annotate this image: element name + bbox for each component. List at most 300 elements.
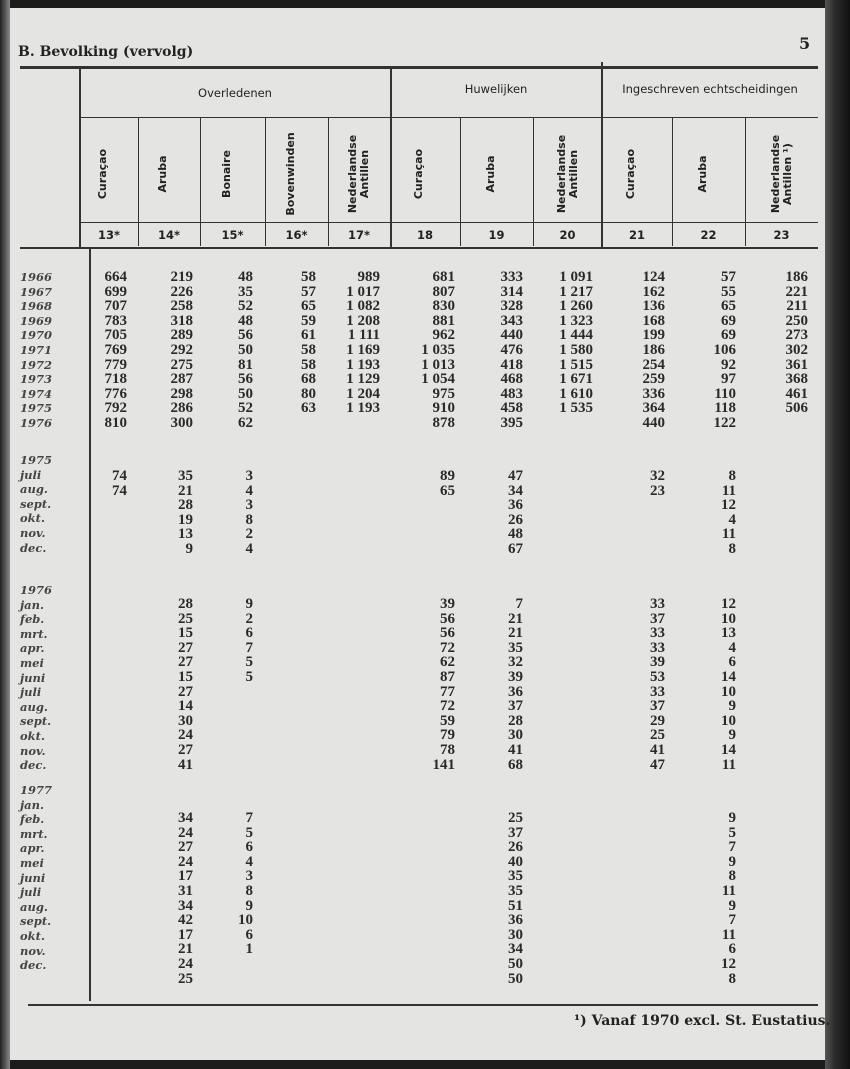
table-cell: 47 [650,756,665,773]
table-cell: 298 [170,385,193,402]
footnote: ¹) Vanaf 1970 excl. St. Eustatius. [574,1013,831,1029]
table-cell: 810 [104,415,127,431]
column-divider [200,118,201,246]
table-cell: 39 [508,669,523,685]
table-cell: 11 [721,482,736,499]
column-header: Aruba [483,155,497,193]
table-cell: 1 260 [559,298,593,315]
column-header: Aruba [695,155,709,193]
table-cell: 8 [728,541,736,557]
table-cell: 50 [508,956,523,972]
column-divider [460,118,461,246]
table-cell: 63 [301,400,316,417]
table-cell: 1 208 [346,312,380,329]
table-cell: 33 [650,625,665,642]
table-cell: 77 [440,683,455,700]
table-cell: 219 [170,269,193,285]
column-number: 23 [773,228,790,242]
table-cell: 1 013 [421,356,455,373]
column-number: 13* [97,228,121,242]
table-cell: 89 [440,468,455,484]
table-cell: 779 [104,356,127,373]
table-cell: 226 [170,283,193,300]
table-cell: 461 [785,385,808,402]
table-cell: 72 [440,639,455,656]
table-cell: 254 [642,356,665,373]
table-cell: 33 [650,683,665,700]
table-cell: 2 [245,610,253,627]
table-cell: 36 [508,683,523,700]
table-cell: 23 [650,482,665,499]
table-cell: 124 [642,269,665,285]
row-label-month: jan. [20,797,44,812]
table-cell: 975 [432,385,455,402]
row-label-month: juli [20,685,42,700]
table-cell: 34 [178,810,193,826]
column-number: 18 [416,228,433,242]
row-label-month: apr. [20,841,45,856]
table-cell: 27 [178,839,193,856]
table-cell: 368 [785,371,808,388]
table-cell: 699 [104,283,127,300]
row-label-month: sept. [20,714,52,729]
column-divider [328,118,329,246]
table-cell: 10 [721,610,736,627]
table-cell: 12 [721,497,736,514]
group-header-echtscheidingen: Ingeschreven echtscheidingen [622,82,798,96]
row-label-month: aug. [20,899,48,914]
table-cell: 792 [104,400,127,417]
table-cell: 8 [728,868,736,885]
table-cell: 25 [650,727,665,744]
row-label-month: apr. [20,641,45,656]
table-cell: 14 [721,669,736,685]
table-cell: 24 [178,727,193,744]
table-cell: 11 [721,926,736,943]
table-cell: 4 [245,482,253,499]
table-cell: 881 [432,312,455,329]
table-cell: 59 [440,712,455,729]
table-cell: 51 [508,897,523,914]
section-year-label: 1976 [20,583,53,597]
table-cell: 52 [238,298,253,315]
table-cell: 58 [301,269,316,285]
row-label-month: nov. [20,526,46,540]
table-cell: 1 017 [346,283,380,300]
row-label-year: 1970 [20,328,53,343]
table-cell: 34 [508,482,523,499]
table-cell: 25 [508,810,523,826]
table-cell: 19 [178,511,193,528]
row-label-year: 1969 [20,313,53,328]
table-cell: 110 [714,385,736,402]
table-cell: 69 [721,327,736,344]
row-label-month: sept. [20,914,52,929]
table-cell: 21 [508,625,523,642]
row-label-month: mei [20,856,44,870]
table-cell: 87 [440,669,455,685]
table-cell: 1 444 [559,327,593,344]
table-top-rule [20,66,818,69]
column-divider [672,118,673,246]
table-cell: 78 [440,742,455,758]
table-cell: 275 [170,356,193,373]
group-header-overledenen: Overledenen [198,86,272,100]
table-cell: 31 [178,883,193,899]
table-cell: 199 [642,327,665,344]
table-cell: 15 [178,669,193,685]
table-cell: 118 [714,400,736,417]
table-cell: 52 [238,400,253,417]
table-cell: 1 111 [347,327,380,344]
row-label-month: juni [20,670,46,685]
table-cell: 1 082 [346,298,380,315]
table-cell: 26 [508,511,523,528]
table-cell: 989 [357,269,380,285]
table-cell: 37 [508,824,523,841]
table-cell: 79 [440,727,455,744]
table-cell: 364 [642,400,665,417]
table-cell: 289 [170,327,193,344]
table-cell: 2 [245,526,253,543]
table-cell: 68 [508,756,523,773]
table-cell: 878 [432,415,455,431]
table-cell: 24 [178,853,193,870]
row-label-month: okt. [20,729,45,743]
table-cell: 69 [721,312,736,329]
book-binding-edge [0,0,10,1069]
table-cell: 9 [728,727,736,744]
table-cell: 783 [104,312,127,329]
table-cell: 9 [728,698,736,715]
table-cell: 61 [301,327,316,344]
table-cell: 11 [721,756,736,773]
table-cell: 1 323 [559,312,593,329]
table-cell: 17 [178,926,193,943]
table-cell: 74 [112,468,127,484]
table-cell: 74 [112,482,127,499]
column-number: 19 [488,228,505,242]
column-header: Curaçao [412,148,425,200]
table-cell: 47 [508,468,523,484]
column-header: Bovenwinden [283,132,297,216]
row-label-month: aug. [20,482,48,497]
row-label-month: okt. [20,929,45,943]
table-cell: 664 [104,269,127,285]
column-number: 15* [221,228,244,242]
table-cell: 41 [508,742,523,758]
table-cell: 24 [178,956,193,972]
row-label-month: dec. [20,540,47,555]
table-cell: 9 [245,596,253,612]
table-cell: 7 [245,639,253,656]
table-cell: 962 [432,327,455,344]
table-cell: 7 [245,810,253,826]
table-cell: 4 [728,511,736,528]
table-cell: 58 [301,342,316,358]
column-divider [138,118,139,246]
table-cell: 28 [178,497,193,514]
table-cell: 1 610 [559,385,593,402]
row-label-month: mei [20,656,44,670]
table-cell: 35 [508,868,523,885]
column-header: Curaçao [96,148,109,200]
page-number: 5 [799,34,811,53]
table-cell: 92 [721,356,736,373]
table-cell: 910 [432,400,455,417]
table-cell: 53 [650,669,665,685]
table-cell: 55 [721,283,736,300]
table-cell: 36 [508,912,523,929]
table-cell: 29 [650,712,665,729]
table-cell: 30 [508,727,523,744]
table-cell: 5 [245,824,253,841]
table-cell: 3 [245,468,253,484]
header-bottom-rule [20,247,818,249]
table-cell: 28 [508,712,523,729]
table-cell: 468 [500,371,523,388]
table-cell: 769 [104,342,127,358]
table-cell: 9 [728,897,736,914]
table-cell: 186 [785,269,808,285]
row-label-year: 1975 [20,401,53,416]
row-label-year: 1966 [20,270,53,284]
table-cell: 1 091 [559,269,593,285]
table-cell: 80 [301,385,316,402]
table-cell: 39 [650,654,665,671]
row-label-month: feb. [20,812,45,827]
table-cell: 162 [642,283,665,300]
table-cell: 21 [178,482,193,499]
table-cell: 39 [440,596,455,612]
table-cell: 4 [245,853,253,870]
table-cell: 32 [650,468,665,484]
table-cell: 62 [238,415,253,431]
row-label-month: dec. [20,958,47,973]
table-cell: 42 [178,912,193,929]
table-cell: 57 [721,269,736,285]
table-cell: 6 [245,926,253,943]
table-cell: 35 [238,283,253,300]
table-cell: 65 [440,482,455,499]
table-cell: 33 [650,596,665,612]
column-number: 14* [157,228,181,242]
table-cell: 395 [500,415,523,431]
table-cell: 211 [786,298,808,315]
table-cell: 221 [785,283,808,300]
row-label-month: mrt. [20,626,48,641]
table-cell: 35 [178,468,193,484]
table-cell: 35 [508,883,523,899]
table-cell: 776 [104,385,127,402]
table-cell: 10 [238,912,253,929]
table-cell: 48 [238,312,253,329]
table-cell: 37 [650,698,665,715]
table-cell: 26 [508,839,523,856]
table-cell: 11 [721,883,736,899]
table-cell: 1 217 [559,283,593,300]
column-number: 21 [628,228,645,242]
table-cell: 97 [721,371,736,388]
table-cell: 30 [178,712,193,729]
row-label-year: 1967 [20,284,53,299]
table-cell: 58 [301,356,316,373]
table-cell: 1 035 [421,342,455,358]
table-cell: 418 [500,356,523,373]
table-cell: 5 [245,654,253,671]
table-cell: 1 193 [346,356,380,373]
column-header: Bonaire [219,150,233,198]
row-label-year: 1973 [20,372,53,387]
table-cell: 440 [642,415,665,431]
row-label-year: 1974 [20,386,53,401]
table-cell: 141 [432,756,455,773]
table-cell: 35 [508,639,523,656]
table-cell: 106 [713,342,736,358]
column-number: 22 [700,228,717,242]
column-header: Nederlandse Antillen [346,134,371,214]
table-cell: 12 [721,596,736,612]
table-cell: 300 [170,415,193,431]
row-label-month: jan. [20,597,44,612]
table-cell: 7 [515,596,523,612]
table-cell: 476 [500,342,523,358]
row-label-month: juni [20,870,46,885]
table-cell: 5 [245,669,253,685]
table-cell: 1 580 [559,342,593,358]
table-cell: 32 [508,654,523,671]
row-label-month: dec. [20,758,47,773]
table-cell: 48 [238,269,253,285]
table-cell: 1 169 [346,342,380,358]
table-cell: 72 [440,698,455,715]
table-cell: 33 [650,639,665,656]
table-cell: 28 [178,596,193,612]
table-cell: 27 [178,639,193,656]
table-cell: 36 [508,497,523,514]
table-cell: 56 [238,371,253,388]
table-cell: 9 [728,853,736,870]
column-header: Nederlandse Antillen [554,134,580,214]
table-cell: 4 [245,541,253,557]
table-cell: 333 [500,269,523,285]
table-cell: 34 [178,897,193,914]
table-cell: 12 [721,956,736,972]
row-label-month: feb. [20,612,45,627]
table-cell: 136 [642,298,665,315]
table-cell: 6 [245,625,253,642]
table-cell: 37 [508,698,523,715]
table-cell: 27 [178,683,193,700]
row-label-month: sept. [20,496,52,511]
table-cell: 8 [728,468,736,484]
table-cell: 718 [104,371,127,388]
row-label-month: juli [20,885,42,900]
table-cell: 56 [440,610,455,627]
table-cell: 11 [721,526,736,543]
table-cell: 292 [170,342,193,358]
row-label-month: aug. [20,699,48,714]
row-label-month: juli [20,467,42,482]
row-label-year: 1976 [20,416,53,430]
table-cell: 1 129 [346,371,380,388]
table-cell: 27 [178,654,193,671]
table-cell: 287 [170,371,193,388]
group-header-huwelijken: Huwelijken [464,82,528,96]
table-cell: 8 [245,883,253,899]
row-label-year: 1971 [20,343,53,357]
table-cell: 807 [432,283,455,300]
table-cell: 25 [178,970,193,987]
table-cell: 483 [500,385,523,402]
table-bottom-rule [28,1004,818,1006]
table-cell: 14 [178,698,193,715]
column-header: Curaçao [624,148,637,200]
table-cell: 250 [785,312,808,329]
table-cell: 328 [500,298,523,315]
column-header: Aruba [156,155,169,193]
table-cell: 21 [178,941,193,958]
table-cell: 273 [785,327,808,344]
table-cell: 56 [238,327,253,344]
table-cell: 14 [721,742,736,758]
table-cell: 56 [440,625,455,642]
table-cell: 15 [178,625,193,642]
table-cell: 681 [432,269,455,285]
table-cell: 62 [440,654,455,671]
column-number: 16* [285,228,308,242]
section-year-label: 1975 [20,453,53,467]
table-cell: 37 [650,610,665,627]
table-cell: 34 [508,941,523,958]
column-number: 17* [347,228,371,242]
table-cell: 57 [301,283,316,300]
table-cell: 65 [301,298,316,315]
table-cell: 40 [508,853,523,870]
table-cell: 6 [728,654,736,671]
table-cell: 27 [178,742,193,758]
table-cell: 7 [728,912,736,929]
group-underline [80,117,818,118]
table-cell: 9 [185,541,193,557]
table-cell: 830 [432,298,455,315]
column-header: Nederlandse Antillen ¹) [768,134,794,214]
table-cell: 21 [508,610,523,627]
table-cell: 458 [500,400,523,417]
table-cell: 6 [245,839,253,856]
table-cell: 259 [642,371,665,388]
section-year-label: 1977 [20,783,53,797]
table-cell: 705 [104,327,127,344]
section-title: B. Bevolking (vervolg) [18,44,194,60]
table-cell: 122 [713,415,736,431]
table-cell: 41 [650,742,665,758]
table-cell: 50 [238,385,253,402]
table-cell: 48 [508,526,523,543]
table-cell: 1 671 [559,371,593,388]
table-cell: 10 [721,683,736,700]
table-cell: 4 [728,639,736,656]
row-label-year: 1972 [20,357,53,372]
column-number: 20 [559,228,576,242]
table-cell: 506 [785,400,808,417]
table-cell: 1 515 [559,356,593,373]
table-cell: 8 [245,511,253,528]
table-cell: 6 [728,941,736,958]
table-cell: 25 [178,610,193,627]
table-cell: 67 [508,541,523,557]
table-cell: 1 193 [346,400,380,417]
